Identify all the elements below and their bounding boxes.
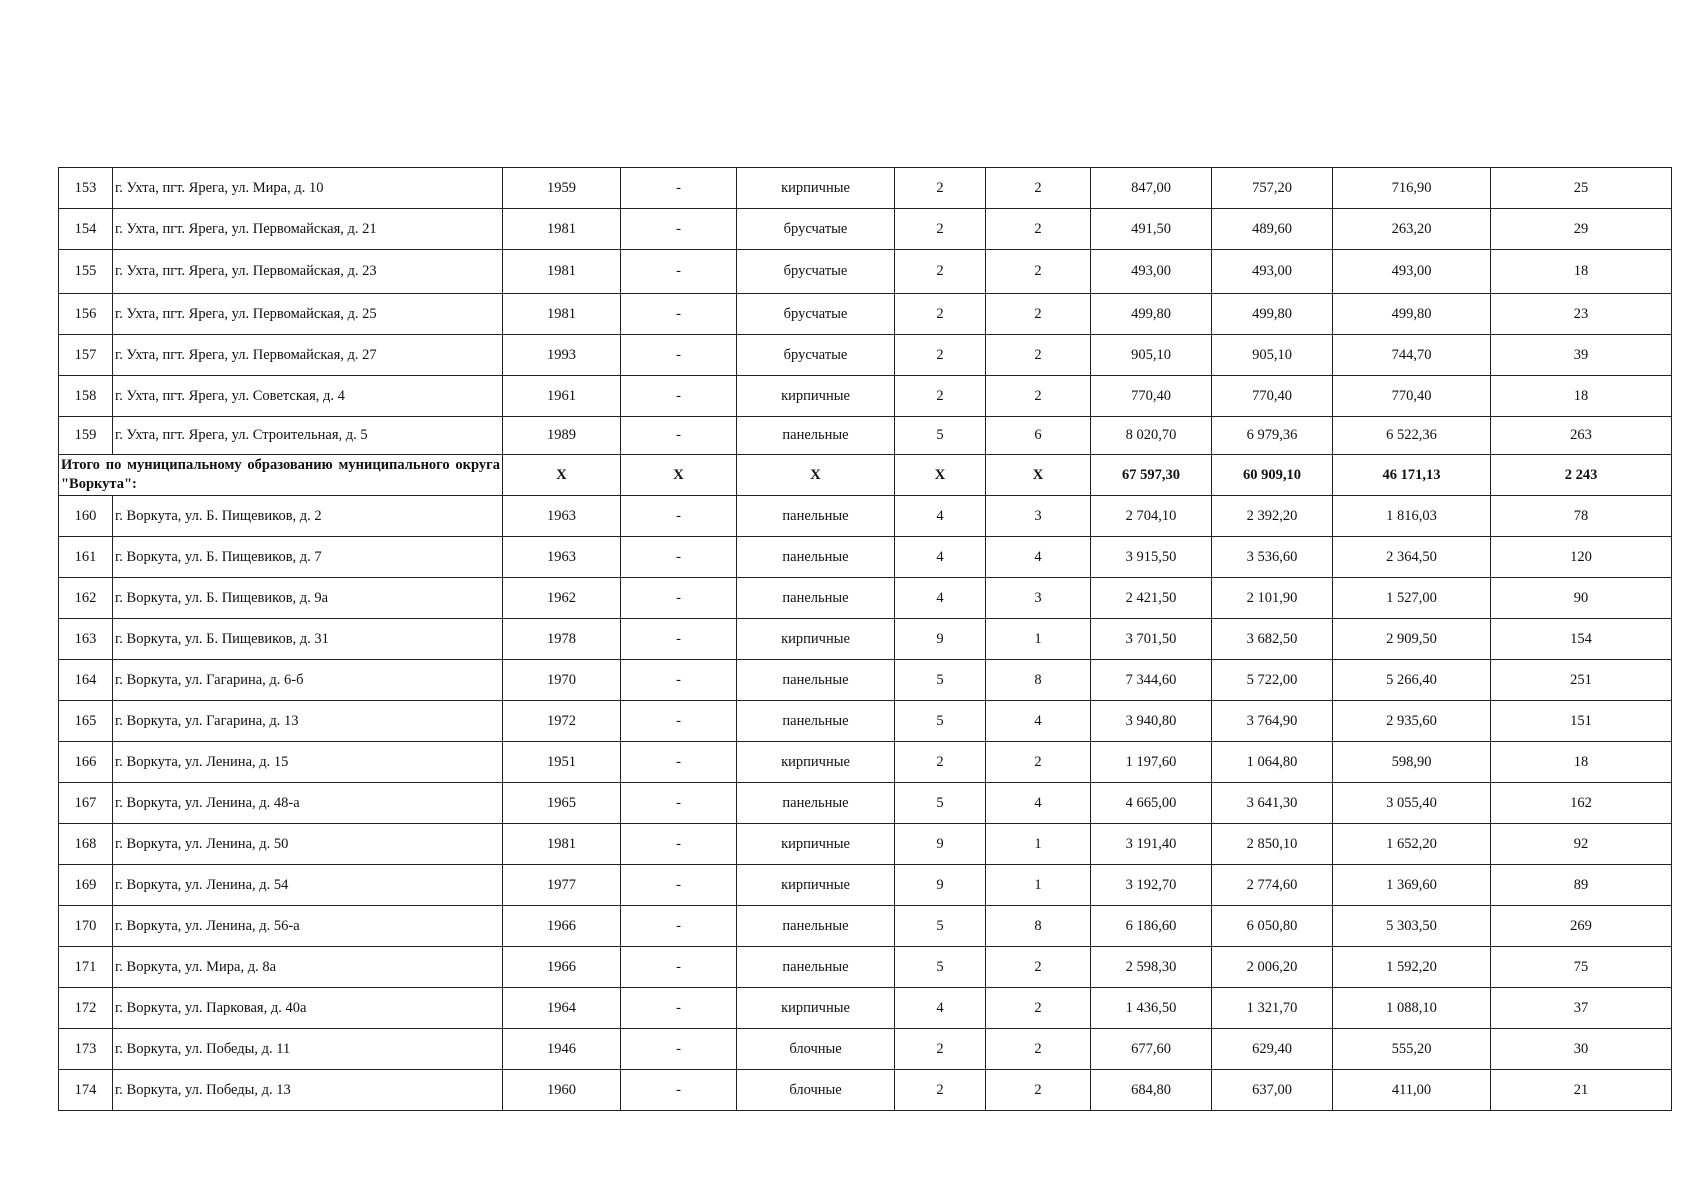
wall-material-cell: кирпичные: [737, 988, 895, 1029]
row-number: 161: [59, 537, 113, 578]
entrances-cell: 2: [986, 742, 1091, 783]
year-cell-2: -: [621, 1029, 737, 1070]
total-area-cell: 7 344,60: [1091, 660, 1212, 701]
floors-cell: 2: [895, 1029, 986, 1070]
year-built-cell: 1946: [503, 1029, 621, 1070]
address-cell: г. Воркута, ул. Б. Пищевиков, д. 2: [113, 496, 503, 537]
living-area-cell: 757,20: [1212, 168, 1333, 209]
living-area-cell: 770,40: [1212, 376, 1333, 417]
private-area-cell: 1 369,60: [1333, 865, 1491, 906]
residents-cell: 39: [1491, 335, 1672, 376]
entrances-cell: 2: [986, 250, 1091, 294]
year-built-cell: 1964: [503, 988, 621, 1029]
floors-cell: 2: [895, 168, 986, 209]
table-row: [59, 742, 1672, 783]
entrances-cell: 8: [986, 660, 1091, 701]
table-body: [59, 168, 1672, 1111]
row-number: 160: [59, 496, 113, 537]
living-area-cell: 6 979,36: [1212, 417, 1333, 455]
table-row: [59, 906, 1672, 947]
year-built-cell: 1966: [503, 947, 621, 988]
year-cell-2: -: [621, 250, 737, 294]
living-area-cell: 637,00: [1212, 1070, 1333, 1111]
residents-cell: 151: [1491, 701, 1672, 742]
private-area-cell: 263,20: [1333, 209, 1491, 250]
private-area-cell: 744,70: [1333, 335, 1491, 376]
entrances-cell: 1: [986, 619, 1091, 660]
row-number: 173: [59, 1029, 113, 1070]
private-area-cell: 1 652,20: [1333, 824, 1491, 865]
private-area-cell: 1 527,00: [1333, 578, 1491, 619]
floors-cell: 4: [895, 988, 986, 1029]
table-row: [59, 783, 1672, 824]
floors-cell: 2: [895, 335, 986, 376]
wall-material-cell: панельные: [737, 660, 895, 701]
living-area-cell: 2 392,20: [1212, 496, 1333, 537]
row-number: 159: [59, 417, 113, 455]
total-area-cell: 2 421,50: [1091, 578, 1212, 619]
year-built-cell: 1963: [503, 537, 621, 578]
table-row: [59, 250, 1672, 294]
floors-cell: 4: [895, 578, 986, 619]
floors-cell: 2: [895, 250, 986, 294]
entrances-cell: 4: [986, 783, 1091, 824]
year-cell-2: -: [621, 496, 737, 537]
table-row: [59, 824, 1672, 865]
entrances-cell: 1: [986, 824, 1091, 865]
address-cell: г. Воркута, ул. Ленина, д. 56-а: [113, 906, 503, 947]
floors-cell: 4: [895, 496, 986, 537]
address-cell: г. Воркута, ул. Гагарина, д. 6-б: [113, 660, 503, 701]
residents-cell: 25: [1491, 168, 1672, 209]
wall-material-cell: брусчатые: [737, 335, 895, 376]
year-cell-2: -: [621, 335, 737, 376]
wall-material-cell: кирпичные: [737, 865, 895, 906]
total-area-cell: 770,40: [1091, 376, 1212, 417]
address-cell: г. Воркута, ул. Парковая, д. 40а: [113, 988, 503, 1029]
address-cell: г. Ухта, пгт. Ярега, ул. Советская, д. 4: [113, 376, 503, 417]
table-row: [59, 376, 1672, 417]
total-entrances-cell: X: [986, 455, 1091, 496]
total-year-cell-2: X: [621, 455, 737, 496]
year-cell-2: -: [621, 537, 737, 578]
wall-material-cell: кирпичные: [737, 619, 895, 660]
year-cell-2: -: [621, 209, 737, 250]
year-built-cell: 1959: [503, 168, 621, 209]
entrances-cell: 2: [986, 1070, 1091, 1111]
row-number: 166: [59, 742, 113, 783]
total-area-cell: 491,50: [1091, 209, 1212, 250]
address-cell: г. Воркута, ул. Ленина, д. 48-а: [113, 783, 503, 824]
floors-cell: 4: [895, 537, 986, 578]
residents-cell: 75: [1491, 947, 1672, 988]
wall-material-cell: блочные: [737, 1070, 895, 1111]
living-area-cell: 493,00: [1212, 250, 1333, 294]
year-built-cell: 1989: [503, 417, 621, 455]
total-area-cell: 684,80: [1091, 1070, 1212, 1111]
address-cell: г. Воркута, ул. Гагарина, д. 13: [113, 701, 503, 742]
row-number: 162: [59, 578, 113, 619]
year-cell-2: -: [621, 701, 737, 742]
row-number: 158: [59, 376, 113, 417]
residents-cell: 29: [1491, 209, 1672, 250]
residents-cell: 263: [1491, 417, 1672, 455]
wall-material-cell: брусчатые: [737, 250, 895, 294]
year-cell-2: -: [621, 783, 737, 824]
table-row: [59, 496, 1672, 537]
year-cell-2: -: [621, 988, 737, 1029]
total-year-built-cell: X: [503, 455, 621, 496]
living-area-cell: 1 321,70: [1212, 988, 1333, 1029]
row-number: 172: [59, 988, 113, 1029]
address-cell: г. Воркута, ул. Ленина, д. 15: [113, 742, 503, 783]
residents-cell: 269: [1491, 906, 1672, 947]
total-area-cell: 493,00: [1091, 250, 1212, 294]
table-row: [59, 537, 1672, 578]
table-row: [59, 209, 1672, 250]
floors-cell: 2: [895, 294, 986, 335]
total-area-cell: 847,00: [1091, 168, 1212, 209]
living-area-cell: 3 682,50: [1212, 619, 1333, 660]
total-living-area-cell: 60 909,10: [1212, 455, 1333, 496]
year-cell-2: -: [621, 168, 737, 209]
floors-cell: 2: [895, 209, 986, 250]
total-row: [59, 455, 1672, 496]
table-row: [59, 1029, 1672, 1070]
residents-cell: 120: [1491, 537, 1672, 578]
wall-material-cell: панельные: [737, 496, 895, 537]
year-cell-2: -: [621, 578, 737, 619]
total-area-cell: 905,10: [1091, 335, 1212, 376]
private-area-cell: 555,20: [1333, 1029, 1491, 1070]
table-row: [59, 660, 1672, 701]
entrances-cell: 2: [986, 988, 1091, 1029]
private-area-cell: 2 364,50: [1333, 537, 1491, 578]
residents-cell: 18: [1491, 250, 1672, 294]
wall-material-cell: панельные: [737, 701, 895, 742]
living-area-cell: 2 101,90: [1212, 578, 1333, 619]
living-area-cell: 3 764,90: [1212, 701, 1333, 742]
entrances-cell: 4: [986, 537, 1091, 578]
year-built-cell: 1981: [503, 824, 621, 865]
residents-cell: 90: [1491, 578, 1672, 619]
total-area-cell: 2 598,30: [1091, 947, 1212, 988]
entrances-cell: 1: [986, 865, 1091, 906]
residents-cell: 21: [1491, 1070, 1672, 1111]
private-area-cell: 1 816,03: [1333, 496, 1491, 537]
wall-material-cell: брусчатые: [737, 294, 895, 335]
residents-cell: 162: [1491, 783, 1672, 824]
living-area-cell: 3 641,30: [1212, 783, 1333, 824]
total-area-cell: 6 186,60: [1091, 906, 1212, 947]
table-row: [59, 701, 1672, 742]
wall-material-cell: кирпичные: [737, 168, 895, 209]
entrances-cell: 2: [986, 947, 1091, 988]
wall-material-cell: кирпичные: [737, 824, 895, 865]
address-cell: г. Ухта, пгт. Ярега, ул. Мира, д. 10: [113, 168, 503, 209]
year-cell-2: -: [621, 660, 737, 701]
private-area-cell: 598,90: [1333, 742, 1491, 783]
address-cell: г. Ухта, пгт. Ярега, ул. Первомайская, д. 25: [113, 294, 503, 335]
address-cell: г. Воркута, ул. Победы, д. 11: [113, 1029, 503, 1070]
living-area-cell: 2 850,10: [1212, 824, 1333, 865]
living-area-cell: 3 536,60: [1212, 537, 1333, 578]
row-number: 153: [59, 168, 113, 209]
row-number: 157: [59, 335, 113, 376]
residents-cell: 18: [1491, 742, 1672, 783]
year-cell-2: -: [621, 417, 737, 455]
wall-material-cell: панельные: [737, 906, 895, 947]
wall-material-cell: кирпичные: [737, 742, 895, 783]
row-number: 156: [59, 294, 113, 335]
entrances-cell: 3: [986, 578, 1091, 619]
private-area-cell: 2 909,50: [1333, 619, 1491, 660]
entrances-cell: 2: [986, 1029, 1091, 1070]
year-cell-2: -: [621, 376, 737, 417]
table-row: [59, 619, 1672, 660]
housing-table: [58, 167, 1672, 1111]
residents-cell: 30: [1491, 1029, 1672, 1070]
row-number: 171: [59, 947, 113, 988]
total-area-cell: 499,80: [1091, 294, 1212, 335]
entrances-cell: 2: [986, 335, 1091, 376]
floors-cell: 5: [895, 783, 986, 824]
living-area-cell: 6 050,80: [1212, 906, 1333, 947]
address-cell: г. Ухта, пгт. Ярега, ул. Первомайская, д. 27: [113, 335, 503, 376]
total-wall-material-cell: X: [737, 455, 895, 496]
year-built-cell: 1972: [503, 701, 621, 742]
entrances-cell: 3: [986, 496, 1091, 537]
total-label: Итого по муниципальному образованию муниципального округа "Воркута":: [59, 455, 503, 496]
floors-cell: 9: [895, 824, 986, 865]
table-row: [59, 168, 1672, 209]
residents-cell: 92: [1491, 824, 1672, 865]
year-cell-2: -: [621, 742, 737, 783]
total-floors-cell: X: [895, 455, 986, 496]
living-area-cell: 905,10: [1212, 335, 1333, 376]
row-number: 154: [59, 209, 113, 250]
wall-material-cell: панельные: [737, 578, 895, 619]
row-number: 165: [59, 701, 113, 742]
entrances-cell: 2: [986, 294, 1091, 335]
residents-cell: 89: [1491, 865, 1672, 906]
total-area-cell: 3 701,50: [1091, 619, 1212, 660]
year-built-cell: 1965: [503, 783, 621, 824]
total-area-cell: 3 192,70: [1091, 865, 1212, 906]
total-area-cell: 3 940,80: [1091, 701, 1212, 742]
total-area-cell: 1 436,50: [1091, 988, 1212, 1029]
floors-cell: 5: [895, 417, 986, 455]
address-cell: г. Воркута, ул. Мира, д. 8а: [113, 947, 503, 988]
address-cell: г. Воркута, ул. Победы, д. 13: [113, 1070, 503, 1111]
row-number: 168: [59, 824, 113, 865]
year-built-cell: 1981: [503, 209, 621, 250]
living-area-cell: 1 064,80: [1212, 742, 1333, 783]
wall-material-cell: панельные: [737, 417, 895, 455]
residents-cell: 23: [1491, 294, 1672, 335]
private-area-cell: 499,80: [1333, 294, 1491, 335]
year-built-cell: 1981: [503, 294, 621, 335]
wall-material-cell: кирпичные: [737, 376, 895, 417]
table-row: [59, 417, 1672, 455]
total-area-cell: 3 915,50: [1091, 537, 1212, 578]
table-row: [59, 294, 1672, 335]
private-area-cell: 716,90: [1333, 168, 1491, 209]
table-row: [59, 578, 1672, 619]
living-area-cell: 2 774,60: [1212, 865, 1333, 906]
private-area-cell: 493,00: [1333, 250, 1491, 294]
year-built-cell: 1961: [503, 376, 621, 417]
residents-cell: 251: [1491, 660, 1672, 701]
living-area-cell: 489,60: [1212, 209, 1333, 250]
year-built-cell: 1960: [503, 1070, 621, 1111]
table-row: [59, 1070, 1672, 1111]
private-area-cell: 1 592,20: [1333, 947, 1491, 988]
address-cell: г. Ухта, пгт. Ярега, ул. Первомайская, д. 23: [113, 250, 503, 294]
living-area-cell: 2 006,20: [1212, 947, 1333, 988]
year-cell-2: -: [621, 906, 737, 947]
private-area-cell: 5 303,50: [1333, 906, 1491, 947]
address-cell: г. Воркута, ул. Б. Пищевиков, д. 7: [113, 537, 503, 578]
row-number: 169: [59, 865, 113, 906]
year-cell-2: -: [621, 824, 737, 865]
wall-material-cell: панельные: [737, 783, 895, 824]
floors-cell: 5: [895, 660, 986, 701]
residents-cell: 78: [1491, 496, 1672, 537]
wall-material-cell: панельные: [737, 947, 895, 988]
residents-cell: 37: [1491, 988, 1672, 1029]
floors-cell: 9: [895, 619, 986, 660]
total-area-cell: 1 197,60: [1091, 742, 1212, 783]
residents-cell: 18: [1491, 376, 1672, 417]
entrances-cell: 2: [986, 168, 1091, 209]
private-area-cell: 1 088,10: [1333, 988, 1491, 1029]
total-area-cell: 677,60: [1091, 1029, 1212, 1070]
table-row: [59, 947, 1672, 988]
residents-cell: 154: [1491, 619, 1672, 660]
address-cell: г. Воркута, ул. Б. Пищевиков, д. 31: [113, 619, 503, 660]
private-area-cell: 5 266,40: [1333, 660, 1491, 701]
address-cell: г. Воркута, ул. Ленина, д. 50: [113, 824, 503, 865]
table-row: [59, 988, 1672, 1029]
year-built-cell: 1977: [503, 865, 621, 906]
living-area-cell: 499,80: [1212, 294, 1333, 335]
total-area-cell: 2 704,10: [1091, 496, 1212, 537]
entrances-cell: 2: [986, 209, 1091, 250]
row-number: 170: [59, 906, 113, 947]
year-cell-2: -: [621, 619, 737, 660]
entrances-cell: 2: [986, 376, 1091, 417]
floors-cell: 2: [895, 742, 986, 783]
total-area-cell: 8 020,70: [1091, 417, 1212, 455]
total-area-cell: 4 665,00: [1091, 783, 1212, 824]
living-area-cell: 5 722,00: [1212, 660, 1333, 701]
row-number: 164: [59, 660, 113, 701]
floors-cell: 2: [895, 376, 986, 417]
entrances-cell: 8: [986, 906, 1091, 947]
floors-cell: 5: [895, 906, 986, 947]
year-built-cell: 1966: [503, 906, 621, 947]
year-cell-2: -: [621, 1070, 737, 1111]
entrances-cell: 4: [986, 701, 1091, 742]
table-row: [59, 865, 1672, 906]
year-cell-2: -: [621, 947, 737, 988]
table-row: [59, 335, 1672, 376]
wall-material-cell: брусчатые: [737, 209, 895, 250]
year-built-cell: 1962: [503, 578, 621, 619]
wall-material-cell: панельные: [737, 537, 895, 578]
address-cell: г. Воркута, ул. Ленина, д. 54: [113, 865, 503, 906]
year-built-cell: 1963: [503, 496, 621, 537]
total-total-area-cell: 67 597,30: [1091, 455, 1212, 496]
total-area-cell: 3 191,40: [1091, 824, 1212, 865]
row-number: 163: [59, 619, 113, 660]
address-cell: г. Воркута, ул. Б. Пищевиков, д. 9а: [113, 578, 503, 619]
address-cell: г. Ухта, пгт. Ярега, ул. Первомайская, д. 21: [113, 209, 503, 250]
year-cell-2: -: [621, 865, 737, 906]
floors-cell: 5: [895, 701, 986, 742]
entrances-cell: 6: [986, 417, 1091, 455]
total-residents-cell: 2 243: [1491, 455, 1672, 496]
private-area-cell: 3 055,40: [1333, 783, 1491, 824]
year-built-cell: 1981: [503, 250, 621, 294]
year-built-cell: 1970: [503, 660, 621, 701]
living-area-cell: 629,40: [1212, 1029, 1333, 1070]
private-area-cell: 2 935,60: [1333, 701, 1491, 742]
row-number: 174: [59, 1070, 113, 1111]
year-built-cell: 1993: [503, 335, 621, 376]
floors-cell: 2: [895, 1070, 986, 1111]
year-cell-2: -: [621, 294, 737, 335]
private-area-cell: 6 522,36: [1333, 417, 1491, 455]
floors-cell: 5: [895, 947, 986, 988]
total-private-area-cell: 46 171,13: [1333, 455, 1491, 496]
row-number: 167: [59, 783, 113, 824]
private-area-cell: 770,40: [1333, 376, 1491, 417]
year-built-cell: 1951: [503, 742, 621, 783]
year-built-cell: 1978: [503, 619, 621, 660]
row-number: 155: [59, 250, 113, 294]
wall-material-cell: блочные: [737, 1029, 895, 1070]
private-area-cell: 411,00: [1333, 1070, 1491, 1111]
floors-cell: 9: [895, 865, 986, 906]
address-cell: г. Ухта, пгт. Ярега, ул. Строительная, д. 5: [113, 417, 503, 455]
